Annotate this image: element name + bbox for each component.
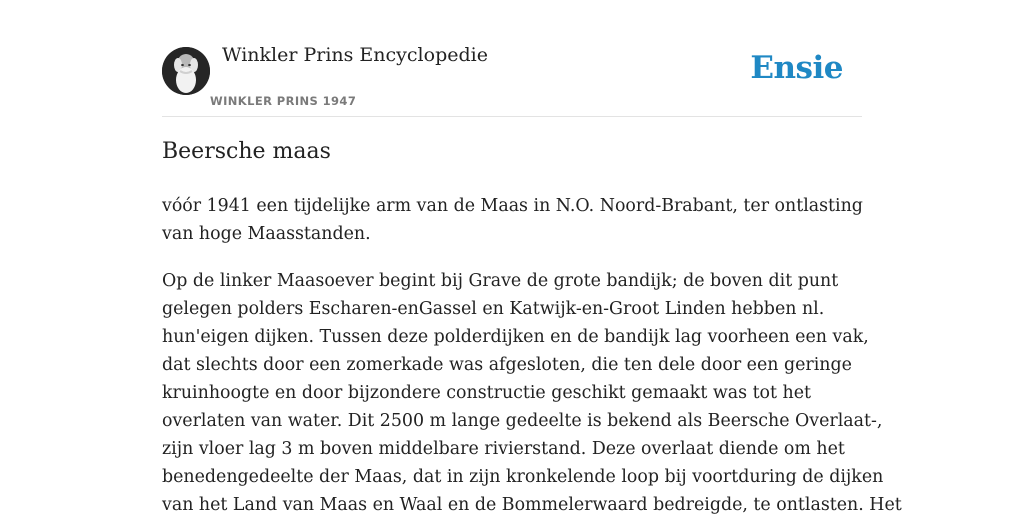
paragraph-line: overlaten van water. Dit 2500 m lange gedeelte is bekend als Beersche Overlaat-, <box>162 411 883 431</box>
publication-avatar[interactable] <box>162 47 210 95</box>
paragraph-line: dat slechts door een zomerkade was afgesloten, die ten dele door een geringe <box>162 355 852 375</box>
article-title: Beersche maas <box>162 139 331 164</box>
site-header <box>162 0 862 117</box>
article-paragraph <box>162 267 902 519</box>
paragraph-line: hun'eigen dijken. Tussen deze polderdijken en de bandijk lag voorheen een vak, <box>162 327 869 347</box>
publication-subtitle: WINKLER PRINS 1947 <box>210 94 357 108</box>
ensie-logo[interactable]: Ensie <box>750 50 843 86</box>
publication-name[interactable]: Winkler Prins Encyclopedie <box>222 44 488 66</box>
article-paragraph <box>162 192 872 248</box>
bearded-man-portrait-icon <box>162 47 210 95</box>
paragraph-line: van het Land van Maas en Waal en de Bommelerwaard bedreigde, te ontlasten. Het <box>162 495 902 515</box>
paragraph-line: kruinhoogte en door bijzondere constructie geschikt gemaakt was tot het <box>162 383 812 403</box>
paragraph-line: zijn vloer lag 3 m boven middelbare rivierstand. Deze overlaat diende om het <box>162 439 845 459</box>
paragraph-line: gelegen polders Escharen-enGassel en Katwijk-en-Groot Linden hebben nl. <box>162 299 825 319</box>
paragraph-line: vóór 1941 een tijdelijke arm van de Maas in N.O. Noord-Brabant, ter ontlasting <box>162 196 863 216</box>
paragraph-line: Op de linker Maasoever begint bij Grave de grote bandijk; de boven dit punt <box>162 271 839 291</box>
paragraph-line: van hoge Maasstanden. <box>162 224 371 244</box>
page-container <box>162 0 902 515</box>
paragraph-line: benedengedeelte der Maas, dat in zijn kronkelende loop bij voortduring de dijken <box>162 467 884 487</box>
